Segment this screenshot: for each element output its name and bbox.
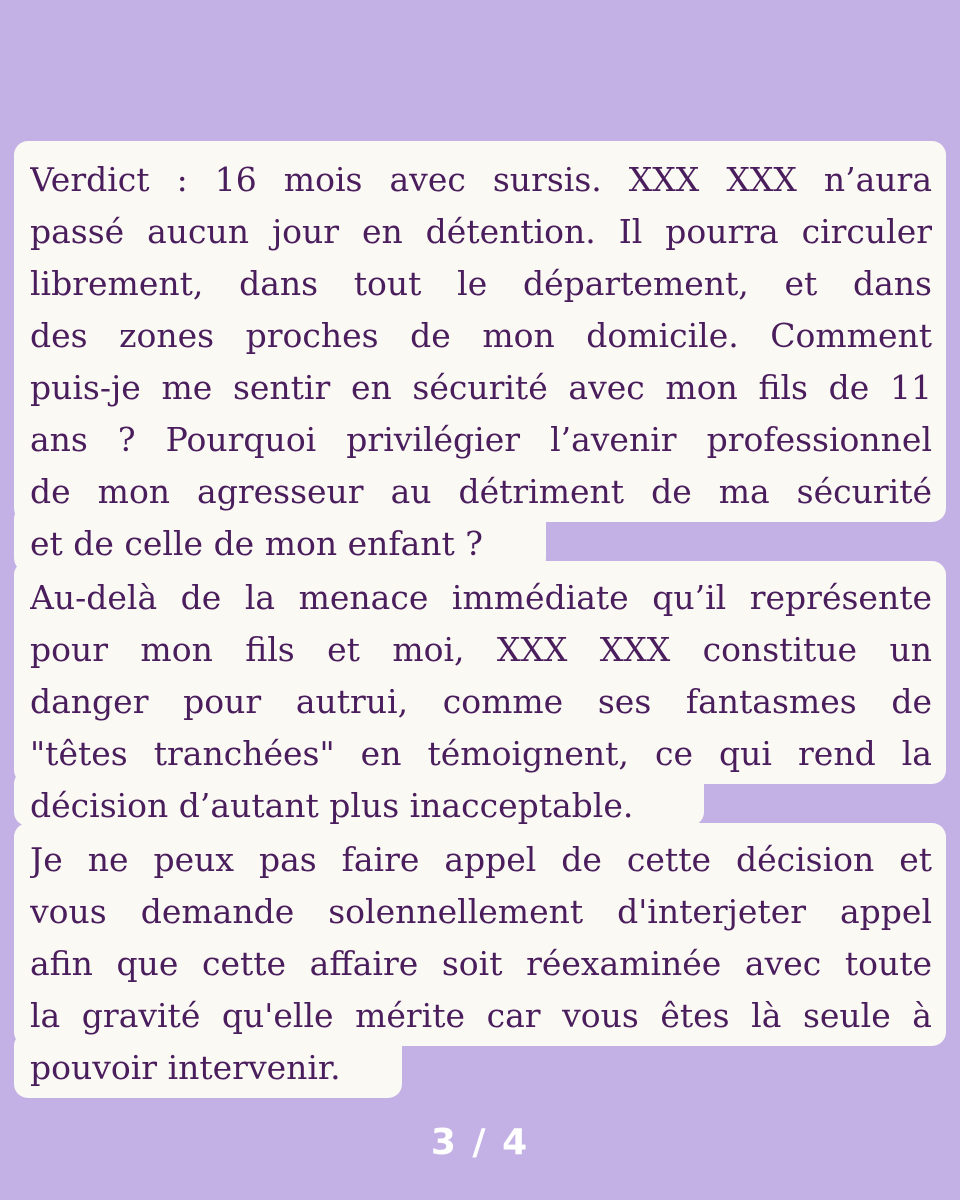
text-line: librement, dans tout le département, et dans: [30, 264, 932, 303]
text-line: la gravité qu'elle mérite car vous êtes là seule à: [30, 996, 932, 1035]
text-line: et de celle de mon enfant ?: [30, 524, 483, 563]
text-line: pour mon fils et moi, XXX XXX constitue un: [30, 630, 932, 669]
text-line: "têtes tranchées" en témoignent, ce qui rend la: [30, 734, 932, 773]
text-line: Au-delà de la menace immédiate qu’il représente: [30, 578, 932, 617]
text-line: Verdict : 16 mois avec sursis. XXX XXX n’aura: [30, 160, 932, 199]
text-line: Je ne peux pas faire appel de cette décision et: [30, 840, 932, 879]
text-line: ans ? Pourquoi privilégier l’avenir professionnel: [30, 420, 932, 459]
text-line: pouvoir intervenir.: [30, 1048, 341, 1087]
text-line: vous demande solennellement d'interjeter appel: [30, 892, 932, 931]
text-line: des zones proches de mon domicile. Comment: [30, 316, 932, 355]
text-line: décision d’autant plus inacceptable.: [30, 786, 634, 825]
text-line: puis-je me sentir en sécurité avec mon fils de 11: [30, 368, 932, 407]
text-line: afin que cette affaire soit réexaminée avec toute: [30, 944, 932, 983]
text-line: de mon agresseur au détriment de ma sécurité: [30, 472, 932, 511]
page-counter: 3 / 4: [430, 1122, 530, 1163]
text-line: passé aucun jour en détention. Il pourra circuler: [30, 212, 932, 251]
text-line: danger pour autrui, comme ses fantasmes de: [30, 682, 932, 721]
